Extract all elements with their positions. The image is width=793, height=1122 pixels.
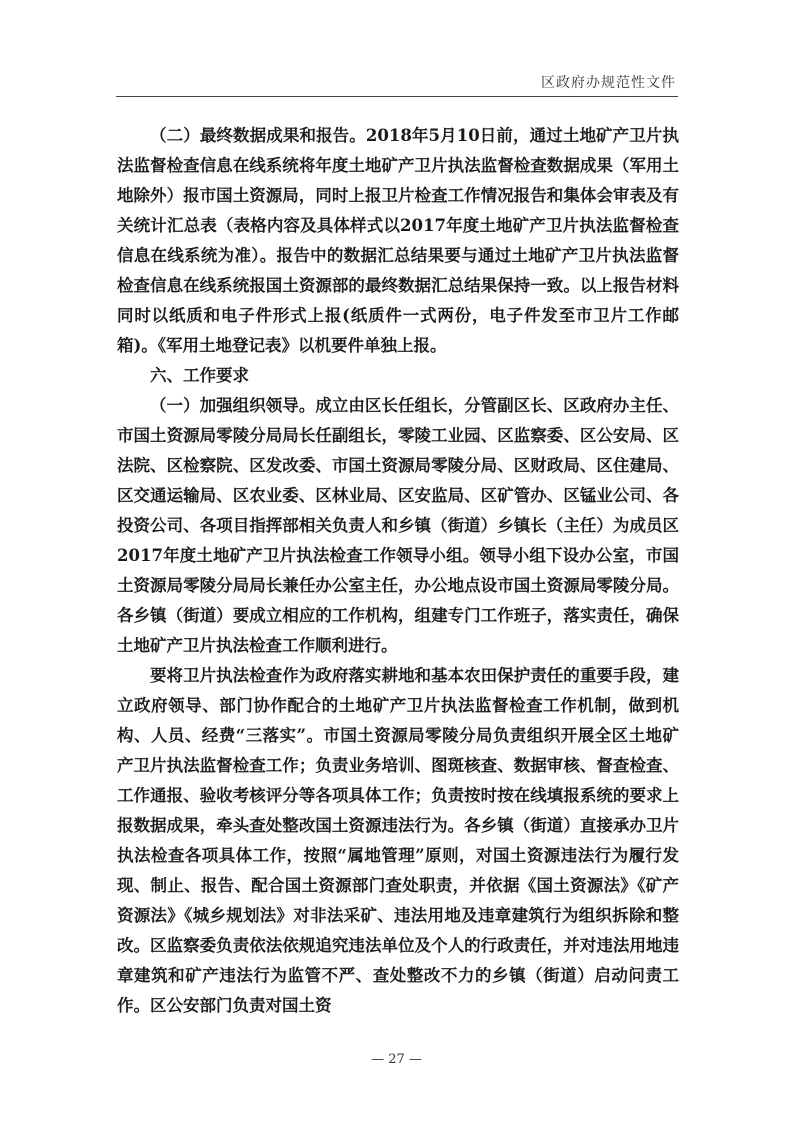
document-body <box>117 121 679 1021</box>
paragraph-final-results: （二）最终数据成果和报告。2018年5月10日前，通过土地矿产卫片执法监督检查信息在线系统将年度土地矿产卫片执法监督检查数据成果（军用土地除外）报市国土资源局，同时上报卫片检查工作情况报告和集体会审表及有关统计汇总表（表格内容及具体样式以2017年度土地矿产卫片执法监督检查信息在线系统为准）。报告中的数据汇总结果要与通过土地矿产卫片执法监督检查信息在线系统报国土资源部的最终数据汇总结果保持一致。以上报告材料同时以纸质和电子件形式上报(纸质件一式两份，电子件发至市卫片工作邮箱)。《军用土地登记表》以机要件单独上报。 <box>117 126 679 355</box>
section-heading-work-requirements: 六、工作要求 <box>150 366 249 385</box>
running-header: 区政府办规范性文件 <box>541 75 676 91</box>
page-number: — 27 — <box>371 1052 422 1067</box>
paragraph-responsibilities: 要将卫片执法检查作为政府落实耕地和基本农田保护责任的重要手段，建立政府领导、部门协作配合的土地矿产卫片执法监督检查工作机制，做到机构、人员、经费“三落实”。市国土资源局零陵分局负责组织开展全区土地矿产卫片执法监督检查工作；负责业务培训、图斑核查、数据审核、督查检查、工作通报、验收考核评分等各项具体工作；负责按时按在线填报系统的要求上报数据成果，牵头查处整改国土资源违法行为。各乡镇（街道）直接承办卫片执法检查各项具体工作，按照“属地管理”原则，对国土资源违法行为履行发现、制止、报告、配合国土资源部门查处职责，并依据《国土资源法》《矿产资源法》《城乡规划法》对非法采矿、违法用地及违章建筑行为组织拆除和整改。区监察委负责依法依规追究违法单位及个人的行政责任，并对违法用地违章建筑和矿产违法行为监管不严、查处整改不力的乡镇（街道）启动问责工作。区公安部门负责对国土资 <box>117 666 679 1015</box>
header-divider <box>116 96 678 97</box>
paragraph-organization-leadership: （一）加强组织领导。成立由区长任组长，分管副区长、区政府办主任、市国土资源局零陵分局局长任副组长，零陵工业园、区监察委、区公安局、区法院、区检察院、区发改委、市国土资源局零陵分局、区财政局、区住建局、区交通运输局、区农业委、区林业局、区安监局、区矿管办、区锰业公司、各投资公司、各项目指挥部相关负责人和乡镇（街道）乡镇长（主任）为成员区2017年度土地矿产卫片执法检查工作领导小组。领导小组下设办公室，市国土资源局零陵分局局长兼任办公室主任，办公地点设市国土资源局零陵分局。各乡镇（街道）要成立相应的工作机构，组建专门工作班子，落实责任，确保土地矿产卫片执法检查工作顺利进行。 <box>117 396 679 655</box>
